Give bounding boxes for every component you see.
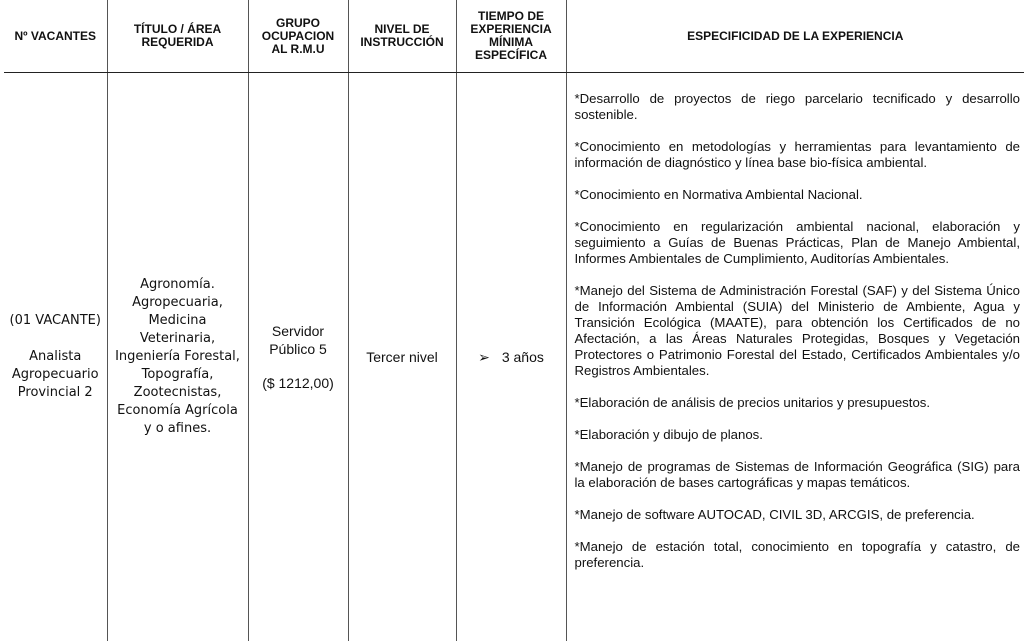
spec-item: *Elaboración de análisis de precios unitarios y presupuestos. [575, 395, 1021, 411]
arrow-bullet-icon: ➢ [478, 349, 490, 365]
header-titulo: TÍTULO / ÁREA REQUERIDA [107, 0, 248, 73]
header-vacantes: Nº VACANTES [4, 0, 107, 73]
cell-grupo [248, 73, 348, 641]
header-nivel: NIVEL DE INSTRUCCIÓN [348, 0, 456, 73]
spec-item: *Manejo de programas de Sistemas de Información Geográfica (SIG) para la elaboración de bases cartográficas y mapas temáticos. [575, 459, 1021, 491]
header-grupo: GRUPO OCUPACION AL R.M.U [248, 0, 348, 73]
vacantes-count: (01 VACANTE) [8, 312, 103, 330]
header-tiempo: TIEMPO DE EXPERIENCIA MÍNIMA ESPECÍFICA [456, 0, 566, 73]
spec-item: *Elaboración y dibujo de planos. [575, 427, 1021, 443]
table-row [4, 73, 1024, 641]
nivel-text: Tercer nivel [366, 349, 438, 365]
cell-vacantes [4, 73, 107, 641]
spec-item: *Conocimiento en metodologías y herramientas para levantamiento de información de diagnóstico y línea base bio-física ambiental. [575, 139, 1021, 171]
cell-tiempo [456, 73, 566, 641]
spec-item: *Desarrollo de proyectos de riego parcelario tecnificado y desarrollo sostenible. [575, 91, 1021, 123]
spec-item: *Conocimiento en Normativa Ambiental Nacional. [575, 187, 1021, 203]
cell-nivel [348, 73, 456, 641]
titulo-area-text: Agronomía. Agropecuaria, Medicina Veterinaria, Ingeniería Forestal, Topografía, Zootecnistas, Economía Agrícola y o afines. [112, 276, 244, 438]
cell-especificidad [566, 73, 1024, 641]
tiempo-text: 3 años [502, 349, 544, 365]
spec-item: *Manejo del Sistema de Administración Forestal (SAF) y del Sistema Único de Información Ambiental (SUIA) del Ministerio de Ambiente, Agua y Transición Ecológica (MAATE), para obtención los Certificados de no Afectación, a las Áreas Naturales Protegidas, Bosques y Vegetación Protectores o Patrimonio Forestal del Estado, Certificados Ambientales y/o Registros Ambientales. [575, 283, 1021, 379]
grupo-text: Servidor Público 5 [253, 322, 344, 358]
cell-titulo [107, 73, 248, 641]
spec-item: *Conocimiento en regularización ambiental nacional, elaboración y seguimiento a Guías de Buenas Prácticas, Plan de Manejo Ambiental, Informes Ambientales de Cumplimiento, Auditorías Ambientales. [575, 219, 1021, 267]
header-especificidad: ESPECIFICIDAD DE LA EXPERIENCIA [566, 0, 1024, 73]
rmu-value: ($ 1212,00) [253, 374, 344, 392]
vacancy-table [4, 0, 1024, 641]
cargo-name: Analista Agropecuario Provincial 2 [8, 348, 103, 402]
spec-item: *Manejo de estación total, conocimiento en topografía y catastro, de preferencia. [575, 539, 1021, 571]
header-row [4, 0, 1024, 73]
spec-item: *Manejo de software AUTOCAD, CIVIL 3D, ARCGIS, de preferencia. [575, 507, 1021, 523]
